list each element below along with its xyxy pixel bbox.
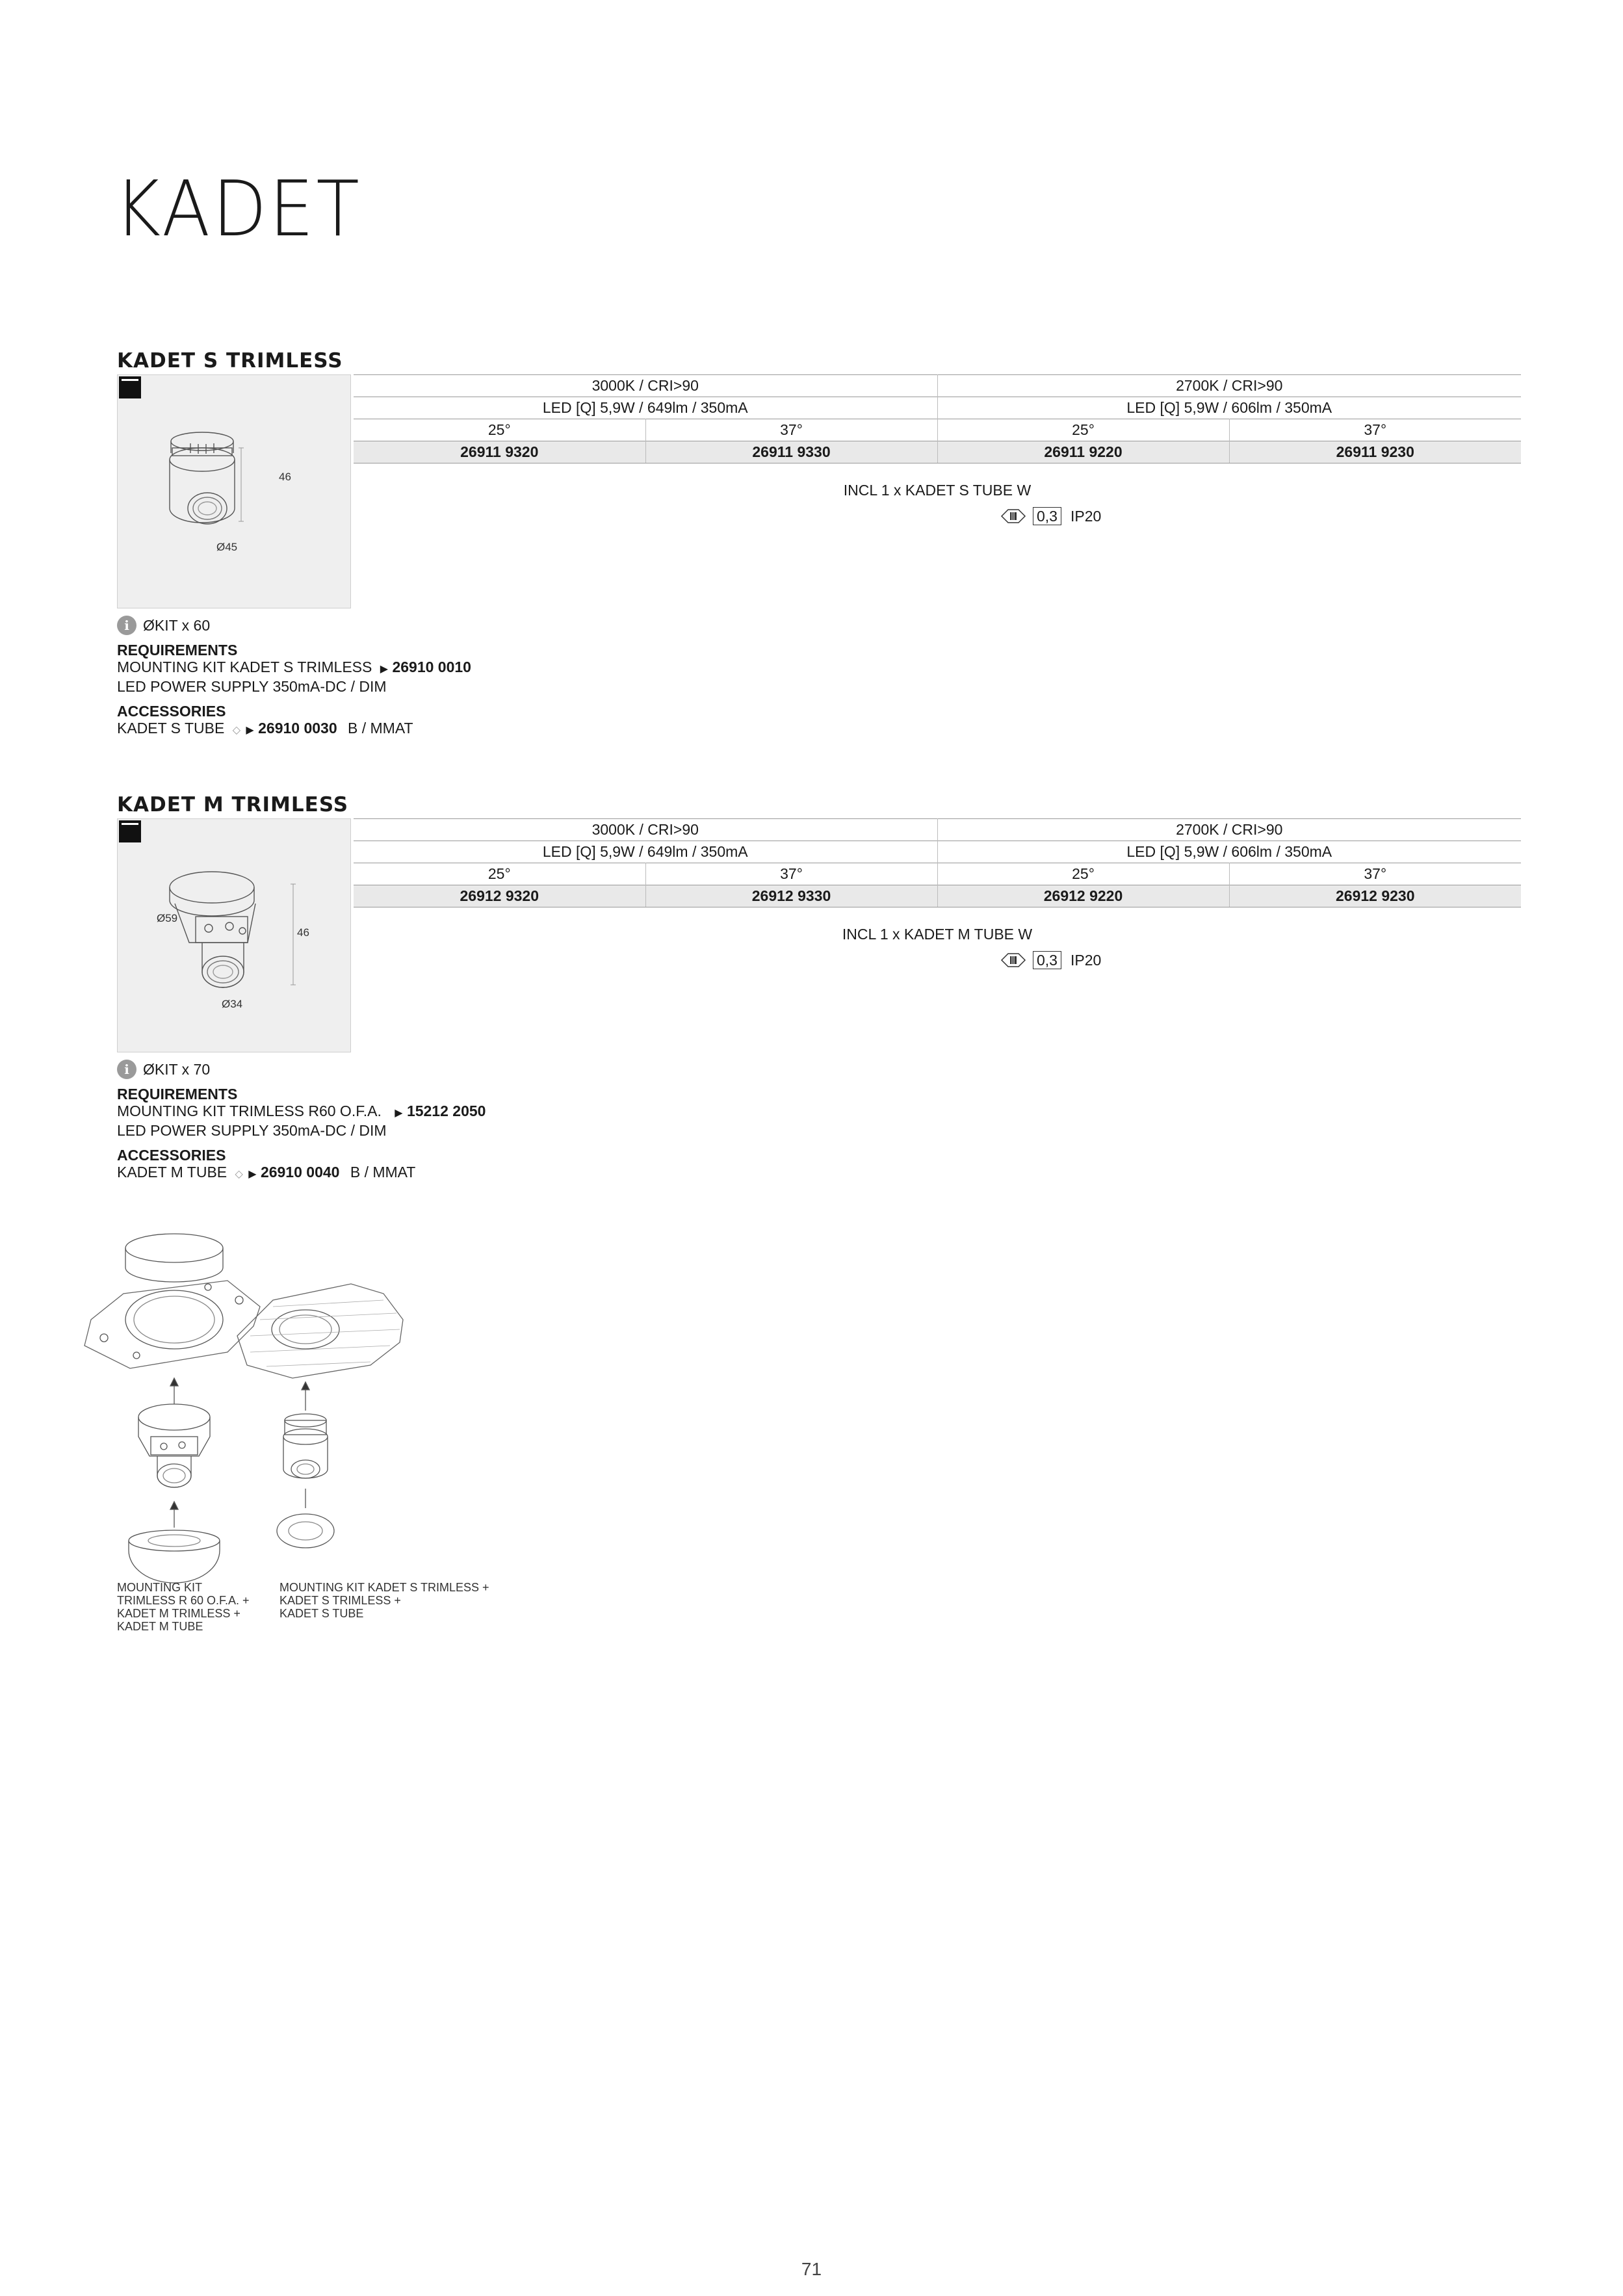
dim-height: 46 — [279, 471, 291, 483]
info-icon: i — [117, 1060, 136, 1079]
accessories-heading: ACCESSORIES — [117, 703, 226, 720]
requirement-line: LED POWER SUPPLY 350mA-DC / DIM — [117, 678, 387, 695]
product-line-drawing — [118, 375, 352, 609]
accessory-code: 26910 0040 — [260, 1164, 340, 1181]
rating-value: 0,3 — [1033, 507, 1061, 525]
spec-table — [354, 818, 1521, 907]
dim-diameter-top: Ø59 — [157, 912, 178, 924]
beam-angle: 37° — [1229, 419, 1521, 441]
included-note: INCL 1 x KADET M TUBE W — [842, 926, 1033, 943]
accessory-line: KADET M TUBE ◇ ▶ 26910 0040 B / MMAT — [117, 1164, 486, 1183]
requirements-block — [117, 1060, 486, 1183]
spec-table — [354, 374, 1521, 463]
accessories-heading: ACCESSORIES — [117, 1147, 226, 1164]
requirements-heading: REQUIREMENTS — [117, 642, 238, 659]
dim-diameter: Ø34 — [222, 998, 243, 1010]
article-code: 26912 9330 — [645, 885, 937, 907]
requirements-heading: REQUIREMENTS — [117, 1086, 238, 1102]
dimmable-icon — [1000, 508, 1026, 525]
beam-angle: 37° — [645, 863, 937, 885]
accessory-line: KADET S TUBE ◇ ▶ 26910 0030 B / MMAT — [117, 720, 471, 739]
product-drawing-box — [117, 374, 351, 608]
caption-left: MOUNTING KIT TRIMLESS R 60 O.F.A. + KADET M TRIMLESS + KADET M TUBE — [117, 1581, 250, 1633]
beam-angle: 25° — [354, 863, 645, 885]
requirement-line: MOUNTING KIT KADET S TRIMLESS ▶ 26910 0010 — [117, 659, 471, 678]
article-code: 26911 9220 — [937, 441, 1229, 463]
arrow-right-icon: ▶ — [395, 1108, 403, 1119]
rating-line — [354, 507, 1521, 527]
requirement-code: 26910 0010 — [392, 659, 471, 675]
article-code: 26911 9320 — [354, 441, 645, 463]
beam-angle: 25° — [937, 419, 1229, 441]
ip-rating: IP20 — [1070, 507, 1102, 525]
dim-diameter: Ø45 — [216, 541, 238, 553]
accessory-code: 26910 0030 — [258, 720, 337, 737]
article-code: 26912 9230 — [1229, 885, 1521, 907]
article-code: 26911 9230 — [1229, 441, 1521, 463]
led-spec: LED [Q] 5,9W / 606lm / 350mA — [937, 397, 1521, 419]
section-kadet-s — [117, 349, 1521, 746]
requirement-code: 15212 2050 — [406, 1102, 486, 1119]
section-title: KADET M TRIMLESS — [117, 793, 349, 816]
group-label: 2700K / CRI>90 — [937, 375, 1521, 397]
rating-value: 0,3 — [1033, 951, 1061, 969]
accessory-finish: B / MMAT — [350, 1164, 416, 1181]
arrow-right-icon: ▶ — [380, 664, 389, 675]
requirements-block — [117, 616, 471, 739]
exploded-mounting-drawing — [78, 1222, 429, 1586]
diamond-outline-icon: ◇ — [232, 725, 241, 736]
info-icon: i — [117, 616, 136, 635]
page-title: KADET — [114, 164, 362, 254]
beam-angle: 37° — [1229, 863, 1521, 885]
diamond-outline-icon: ◇ — [235, 1169, 243, 1180]
dimmable-icon — [1000, 952, 1026, 969]
led-spec: LED [Q] 5,9W / 606lm / 350mA — [937, 841, 1521, 863]
ip-rating: IP20 — [1070, 951, 1102, 969]
article-code: 26912 9320 — [354, 885, 645, 907]
group-label: 2700K / CRI>90 — [937, 819, 1521, 841]
article-code: 26912 9220 — [937, 885, 1229, 907]
caption-right: MOUNTING KIT KADET S TRIMLESS + KADET S TRIMLESS + KADET S TUBE — [279, 1581, 489, 1620]
kit-size: ØKIT x 60 — [143, 617, 211, 634]
article-code: 26911 9330 — [645, 441, 937, 463]
product-drawing-box — [117, 818, 351, 1052]
beam-angle: 37° — [645, 419, 937, 441]
accessory-finish: B / MMAT — [348, 720, 413, 737]
page-number: 71 — [801, 2259, 822, 2279]
led-spec: LED [Q] 5,9W / 649lm / 350mA — [354, 397, 937, 419]
dim-height: 46 — [297, 926, 309, 939]
led-spec: LED [Q] 5,9W / 649lm / 350mA — [354, 841, 937, 863]
group-label: 3000K / CRI>90 — [354, 375, 937, 397]
section-kadet-m — [117, 793, 1521, 1190]
arrow-right-icon: ▶ — [246, 725, 254, 736]
rating-line — [354, 951, 1521, 971]
arrow-right-icon: ▶ — [248, 1169, 257, 1180]
section-title: KADET S TRIMLESS — [117, 349, 343, 372]
beam-angle: 25° — [354, 419, 645, 441]
kit-size: ØKIT x 70 — [143, 1061, 211, 1078]
requirement-line: LED POWER SUPPLY 350mA-DC / DIM — [117, 1122, 387, 1139]
group-label: 3000K / CRI>90 — [354, 819, 937, 841]
requirement-line: MOUNTING KIT TRIMLESS R60 O.F.A. ▶ 15212 2050 — [117, 1102, 486, 1122]
included-note: INCL 1 x KADET S TUBE W — [843, 482, 1032, 499]
beam-angle: 25° — [937, 863, 1229, 885]
product-line-drawing — [118, 819, 352, 1053]
